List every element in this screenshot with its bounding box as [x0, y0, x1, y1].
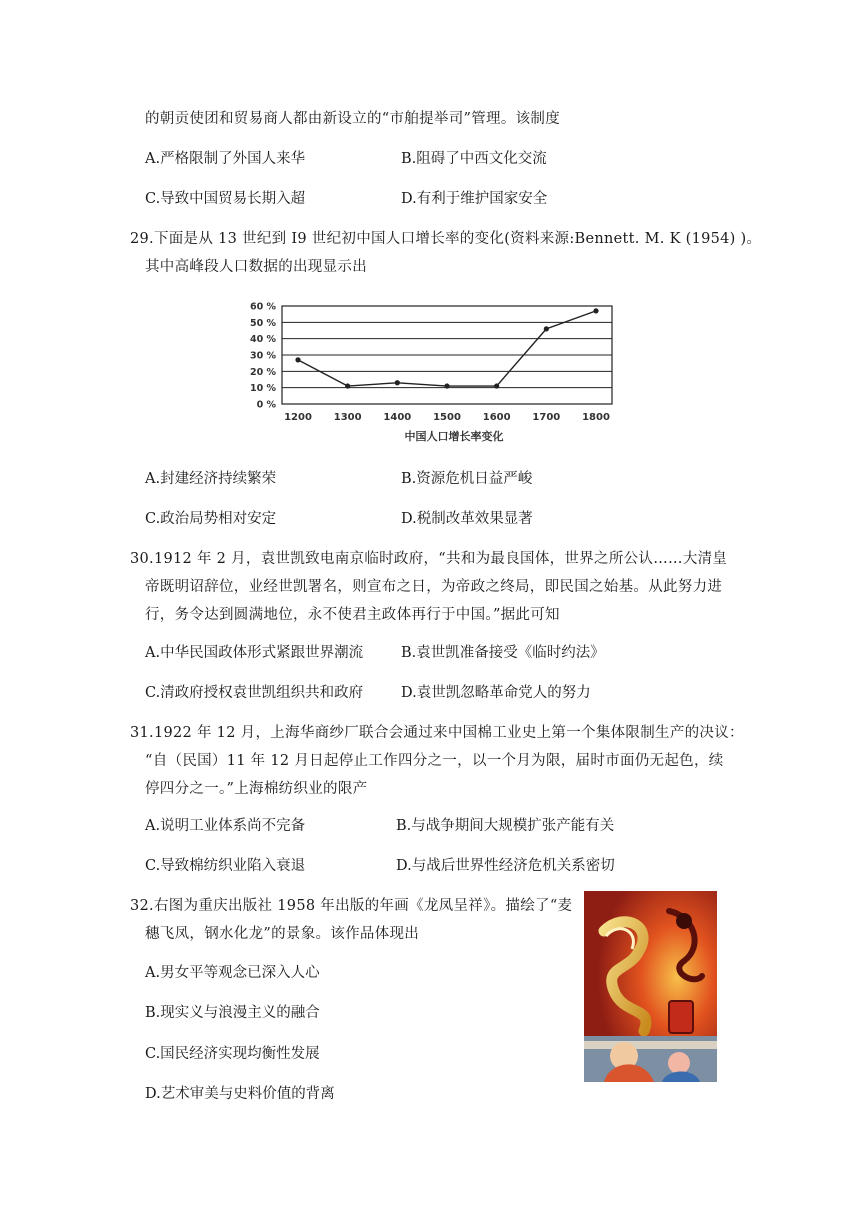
q30-option-b[interactable]: B.袁世凯准备接受《临时约法》: [401, 645, 605, 661]
q31-stem-line2: “自（民国）11 年 12 月日起停止工作四分之一，以一个月为限，届时市面仍无起色，续: [145, 753, 724, 769]
y-tick-label: 0 %: [256, 399, 276, 411]
q28-option-d[interactable]: D.有利于维护国家安全: [401, 191, 548, 207]
q32-stem-line1: 32.右图为重庆出版社 1958 年出版的年画《龙凤呈祥》。描绘了“麦: [130, 898, 573, 914]
q28-option-c[interactable]: C.导致中国贸易长期入超: [145, 191, 306, 207]
q31-stem-line1: 31.1922 年 12 月，上海华商纱厂联合会通过来中国棉工业史上第一个集体限制生产的决议：: [130, 725, 744, 741]
q31-option-d[interactable]: D.与战后世界性经济危机关系密切: [396, 858, 615, 874]
q29-stem-line2: 其中高峰段人口数据的出现显示出: [145, 259, 367, 275]
q30-option-d[interactable]: D.袁世凯忽略革命党人的努力: [401, 685, 591, 701]
q29-stem-line1: 29.下面是从 13 世纪到 I9 世纪初中国人口增长率的变化(资料来源:Bennett. M. K (1954) )。: [130, 231, 762, 247]
data-point: [444, 383, 449, 388]
q32-option-c[interactable]: C.国民经济实现均衡性发展: [145, 1046, 320, 1062]
x-tick-label: 1400: [383, 412, 412, 423]
data-point: [345, 383, 350, 388]
q29-option-d[interactable]: D.税制改革效果显著: [401, 511, 533, 527]
q32-option-a[interactable]: A.男女平等观念已深入人心: [145, 965, 320, 981]
data-point: [494, 383, 499, 388]
x-tick-label: 1800: [582, 412, 610, 423]
q29-option-b[interactable]: B.资源危机日益严峻: [401, 471, 533, 487]
x-tick-label: 1300: [333, 412, 362, 423]
y-tick-label: 10 %: [249, 383, 276, 395]
q28-option-a[interactable]: A.严格限制了外国人来华: [145, 151, 306, 167]
q31-option-b[interactable]: B.与战争期间大规模扩张产能有关: [396, 818, 615, 834]
q31-stem-line3: 停四分之一。”上海棉纺织业的限产: [145, 781, 368, 797]
chart-title: 中国人口增长率变化: [404, 430, 504, 443]
y-tick-label: 30 %: [249, 350, 276, 362]
x-tick-label: 1500: [433, 412, 461, 423]
population-growth-chart: [240, 292, 630, 452]
data-point: [295, 357, 300, 362]
y-tick-label: 50 %: [249, 317, 276, 329]
q30-option-c[interactable]: C.清政府授权袁世凯组织共和政府: [145, 685, 364, 701]
q32-option-b[interactable]: B.现实义与浪漫主义的融合: [145, 1005, 320, 1021]
q28-option-b[interactable]: B.阻碍了中西文化交流: [401, 151, 547, 167]
q29-option-a[interactable]: A.封建经济持续繁荣: [145, 471, 277, 487]
q30-stem-line1: 30.1912 年 2 月，袁世凯致电南京临时政府，“共和为最良国体，世界之所公认……大清皇: [130, 551, 728, 567]
y-tick-label: 20 %: [249, 366, 276, 378]
x-tick-label: 1600: [482, 412, 511, 423]
data-point: [593, 308, 598, 313]
data-point: [544, 326, 549, 331]
chart-x-ticks: [284, 412, 610, 423]
q32-option-d[interactable]: D.艺术审美与史料价值的背离: [145, 1086, 335, 1102]
q31-option-c[interactable]: C.导致棉纺织业陷入衰退: [145, 858, 306, 874]
x-tick-label: 1700: [532, 412, 561, 423]
chart-series: [295, 308, 598, 388]
q30-stem-line3: 行，务令达到圆满地位，永不使君主政体再行于中国。”据此可知: [145, 607, 560, 623]
q30-option-a[interactable]: A.中华民国政体形式紧跟世界潮流: [145, 645, 364, 661]
q30-stem-line2: 帝既明诏辞位，业经世凯署名，则宣布之日，为帝政之终局，即民国之始基。从此努力进: [145, 579, 723, 595]
q31-option-a[interactable]: A.说明工业体系尚不完备: [145, 818, 306, 834]
q29-option-c[interactable]: C.政治局势相对安定: [145, 511, 277, 527]
y-tick-label: 40 %: [249, 334, 276, 346]
data-point: [395, 380, 400, 385]
y-tick-label: 60 %: [249, 301, 276, 313]
new-year-painting-image: [584, 891, 717, 1082]
x-tick-label: 1200: [284, 412, 312, 423]
chart-y-ticks: [250, 302, 277, 411]
q32-stem-line2: 穗飞凤，钢水化龙”的景象。该作品体现出: [145, 926, 420, 942]
q28-stem-tail: 的朝贡使团和贸易商人都由新设立的“市舶提举司”管理。该制度: [145, 111, 561, 127]
chart-grid: [282, 306, 612, 404]
